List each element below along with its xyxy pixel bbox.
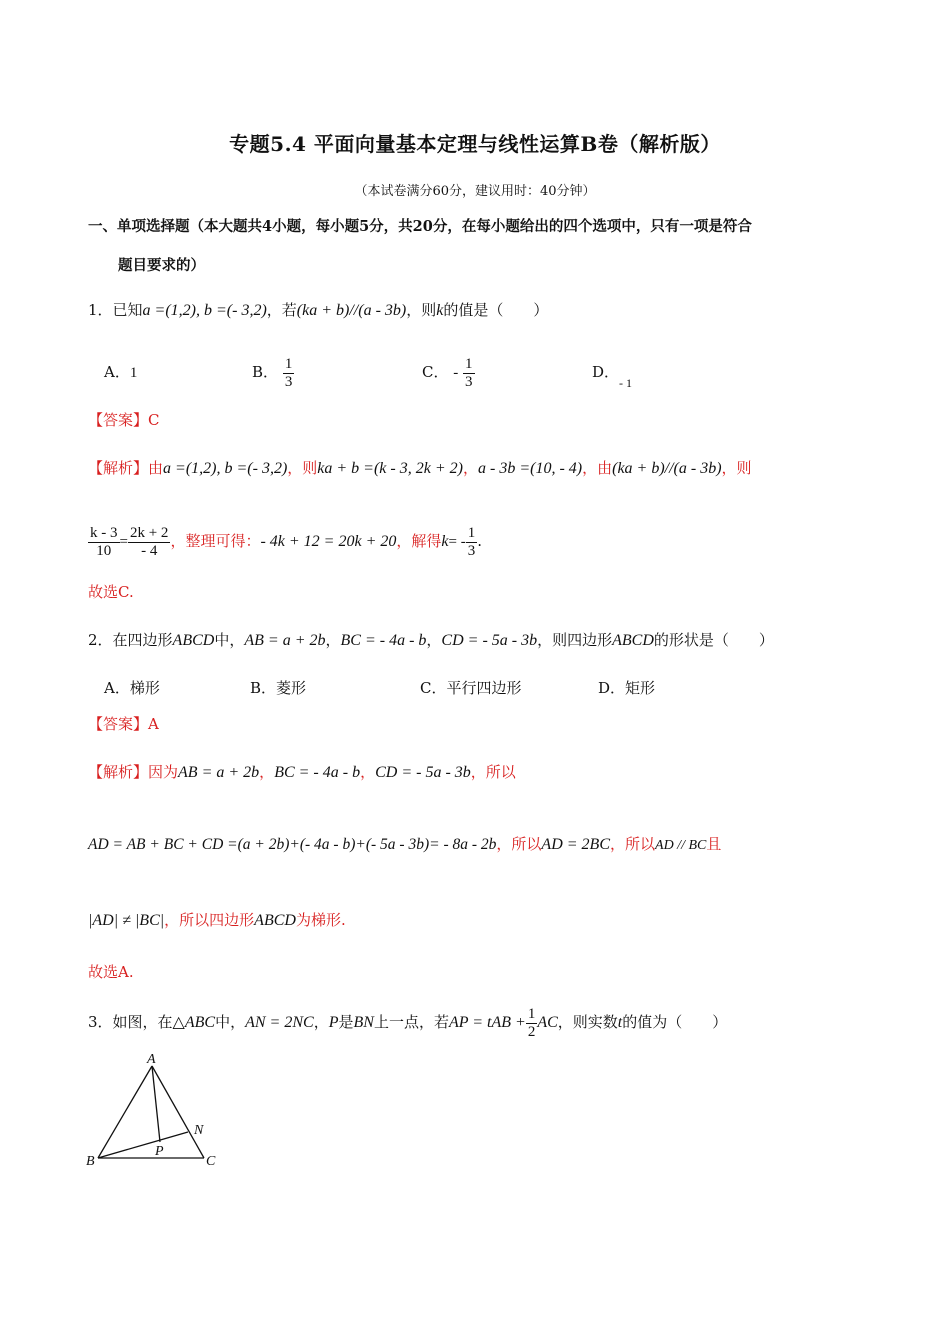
q1-option-b-num: 1 bbox=[284, 355, 293, 372]
q1-answer bbox=[88, 408, 160, 432]
q2-option-c-label: C． bbox=[420, 679, 447, 697]
q1-option-b-label: B． bbox=[252, 363, 279, 381]
q2-bc: BC = - 4a - b bbox=[340, 632, 427, 649]
q3-triangle: △ABC bbox=[172, 1014, 216, 1031]
section-heading-line1: 一、单项选择题（本大题共4小题，每小题5分，共20分，在每小题给出的四个选项中，只有一项是符合 bbox=[88, 218, 752, 235]
q3-point-on: 上一点，若 bbox=[373, 1013, 449, 1031]
q1-period: . bbox=[477, 532, 482, 550]
q2-option-b-value: 菱形 bbox=[276, 679, 307, 697]
label-b: B bbox=[86, 1154, 95, 1169]
q1-equation: - 4k + 12 = 20k + 20 bbox=[260, 533, 397, 550]
q3-t: t bbox=[617, 1014, 623, 1031]
q2-analysis-ab: AB = a + 2b bbox=[178, 764, 260, 781]
q1-option-c-label: C． bbox=[422, 363, 449, 381]
q3-is: 是 bbox=[338, 1013, 354, 1031]
q1-option-b-fraction bbox=[283, 356, 295, 391]
q1-number: 1．已知 bbox=[88, 301, 143, 319]
q3-number: 3．如图，在 bbox=[88, 1013, 173, 1031]
q3-an-2nc: AN = 2NC bbox=[245, 1014, 314, 1031]
q1-option-c bbox=[422, 349, 475, 395]
q1-vectors: a =(1,2), b =(- 3,2) bbox=[142, 302, 267, 319]
label-n: N bbox=[194, 1123, 204, 1138]
q1-organize: ，整理可得： bbox=[170, 532, 261, 550]
q1-option-a-value: 1 bbox=[129, 365, 138, 381]
q1-k-var: k bbox=[441, 533, 449, 550]
q1-frac-k-3-over-10 bbox=[88, 525, 120, 560]
q1-analysis-then2: ，则 bbox=[721, 459, 752, 477]
q1-option-c-fraction bbox=[463, 356, 475, 391]
q3-p: P bbox=[328, 1014, 339, 1031]
q1-frac1-den: 10 bbox=[96, 542, 112, 559]
q3-half-den: 2 bbox=[527, 1023, 536, 1040]
q2-option-a-label: A． bbox=[104, 679, 130, 697]
q3-real: ，则实数 bbox=[557, 1013, 618, 1031]
q1-solve: ，解得 bbox=[396, 532, 442, 550]
q1-option-a-label: A． bbox=[104, 363, 130, 381]
q2-option-d-value: 矩形 bbox=[625, 679, 656, 697]
q2-then: ，则四边形 bbox=[537, 631, 613, 649]
q1-analysis-tag: 【解析】 bbox=[88, 459, 149, 477]
q2-in: 中， bbox=[214, 631, 245, 649]
q2-analysis-sum: AD = AB + BC + CD =(a + 2b)+(- 4a - b)+(- 5a - 3b)= - 8a - 2b bbox=[88, 836, 497, 853]
q3-half-num: 1 bbox=[527, 1005, 536, 1022]
q2-ab: AB = a + 2b bbox=[244, 632, 326, 649]
q2-cd: CD = - 5a - 3b bbox=[441, 632, 538, 649]
q2-analysis-so3: ，所以 bbox=[610, 835, 656, 853]
q2-number: 2．在四边形 bbox=[88, 631, 173, 649]
q2-analysis-bc: BC = - 4a - b bbox=[274, 764, 361, 781]
q2-abcd: ABCD bbox=[172, 632, 215, 649]
q1-analysis-line2 bbox=[88, 518, 482, 564]
q1-frac3-den: 3 bbox=[467, 542, 476, 559]
q1-analysis-comma: ， bbox=[462, 459, 478, 477]
q2-analysis-parallel: AD // BC bbox=[655, 838, 707, 853]
q2-analysis-line3 bbox=[88, 900, 346, 940]
q1-frac2-den: - 4 bbox=[141, 542, 158, 559]
q2-analysis-so2: ，所以 bbox=[496, 835, 542, 853]
q1-then: ，则 bbox=[406, 301, 437, 319]
q2-analysis-line1 bbox=[88, 752, 516, 792]
q1-analysis-line1 bbox=[88, 448, 752, 488]
q2-option-c bbox=[420, 676, 522, 700]
q3-bn: BN bbox=[353, 1014, 374, 1031]
q2-analysis-abcd: ABCD bbox=[254, 912, 296, 929]
q1-eq: = bbox=[119, 534, 128, 550]
q1-option-c-num: 1 bbox=[465, 355, 473, 372]
q3-half-fraction bbox=[526, 1006, 538, 1041]
q2-option-b-label: B． bbox=[250, 679, 277, 697]
q2-analysis-cd: CD = - 5a - 3b bbox=[375, 764, 471, 781]
q2-option-d bbox=[598, 676, 655, 700]
page-subtitle: （本试卷满分60分，建议用时：40分钟） bbox=[354, 184, 596, 199]
q2-option-b bbox=[250, 676, 306, 700]
q1-analysis-then: ，则 bbox=[287, 459, 318, 477]
q1-option-c-sign: - bbox=[453, 365, 459, 381]
q2-answer-tag: 【答案】 bbox=[88, 715, 149, 733]
q1-analysis-from: 由 bbox=[148, 459, 164, 477]
q2-option-a bbox=[104, 676, 160, 700]
q1-analysis-a-minus-3b: a - 3b =(10, - 4) bbox=[477, 460, 583, 477]
q2-option-c-value: 平行四边形 bbox=[446, 679, 522, 697]
q2-analysis-ad-2bc: AD = 2BC bbox=[541, 836, 610, 853]
question-3 bbox=[88, 1000, 727, 1044]
q3-value: 的值为（ ） bbox=[622, 1013, 728, 1031]
q1-frac2-num: 2k + 2 bbox=[129, 524, 169, 541]
q1-frac-2k-2-over-neg4 bbox=[128, 525, 170, 560]
q2-answer-value: A bbox=[148, 715, 159, 733]
q2-option-d-label: D． bbox=[598, 679, 626, 697]
label-p: P bbox=[155, 1144, 164, 1159]
q1-option-a bbox=[104, 352, 137, 392]
q1-answer-tag: 【答案】 bbox=[88, 411, 149, 429]
q3-in: 中， bbox=[215, 1013, 246, 1031]
q3-triangle-figure bbox=[82, 1048, 232, 1178]
q1-option-b bbox=[252, 349, 294, 395]
q1-if: ，若 bbox=[266, 301, 297, 319]
q2-comma2: ， bbox=[426, 631, 442, 649]
page-title: 专题5.4 平面向量基本定理与线性运算B卷（解析版） bbox=[229, 132, 721, 156]
q1-analysis-from2: ，由 bbox=[582, 459, 613, 477]
q1-value: 的值是（ ） bbox=[443, 301, 549, 319]
q2-analysis-comma1: ， bbox=[259, 763, 275, 781]
q1-eq-neg: = - bbox=[448, 534, 466, 550]
q3-comma: ， bbox=[313, 1013, 329, 1031]
q1-frac1-num: k - 3 bbox=[90, 524, 118, 541]
q2-option-a-value: 梯形 bbox=[129, 679, 160, 697]
q2-analysis-line2 bbox=[88, 824, 721, 864]
q1-frac-result bbox=[466, 525, 478, 560]
q2-conclusion: 故选A. bbox=[88, 963, 134, 981]
q2-answer bbox=[88, 712, 159, 736]
question-2 bbox=[88, 620, 774, 660]
q1-option-b-den: 3 bbox=[284, 373, 293, 390]
q2-analysis-tag: 【解析】 bbox=[88, 763, 149, 781]
q1-answer-value: C bbox=[148, 411, 160, 429]
q1-k: k bbox=[436, 302, 444, 319]
q2-shape: 的形状是（ ） bbox=[653, 631, 774, 649]
q1-option-c-den: 3 bbox=[465, 373, 473, 390]
q2-analysis-comma2: ， bbox=[360, 763, 376, 781]
question-1 bbox=[88, 290, 548, 330]
q1-option-d-label: D． bbox=[592, 363, 620, 381]
q1-option-d bbox=[592, 352, 632, 392]
label-a: A bbox=[147, 1052, 156, 1067]
q1-parallel-condition: (ka + b)//(a - 3b) bbox=[296, 302, 407, 319]
q2-analysis-so4: ，所以四边形 bbox=[164, 911, 255, 929]
q1-frac3-num: 1 bbox=[467, 524, 476, 541]
q2-analysis-so: ，所以 bbox=[470, 763, 516, 781]
q1-analysis-vectors: a =(1,2), b =(- 3,2) bbox=[163, 460, 288, 477]
q1-option-d-value: - 1 bbox=[619, 376, 633, 390]
q1-analysis-ka-plus-b: ka + b =(k - 3, 2k + 2) bbox=[317, 460, 463, 477]
q1-conclusion: 故选C. bbox=[88, 583, 134, 601]
q2-analysis-trapezoid: 为梯形. bbox=[295, 911, 346, 929]
q3-ac: AC bbox=[537, 1014, 558, 1031]
q2-abcd2: ABCD bbox=[612, 632, 654, 649]
q2-comma1: ， bbox=[325, 631, 341, 649]
q2-because: 因为 bbox=[148, 763, 179, 781]
q3-ap-expr: AP = tAB + bbox=[448, 1014, 526, 1031]
q2-analysis-neq: |AD| ≠ |BC| bbox=[88, 912, 165, 929]
section-heading-line2: 题目要求的） bbox=[118, 257, 205, 274]
q1-analysis-parallel: (ka + b)//(a - 3b) bbox=[612, 460, 722, 477]
q2-analysis-and: 且 bbox=[706, 835, 722, 853]
label-c: C bbox=[206, 1154, 216, 1169]
